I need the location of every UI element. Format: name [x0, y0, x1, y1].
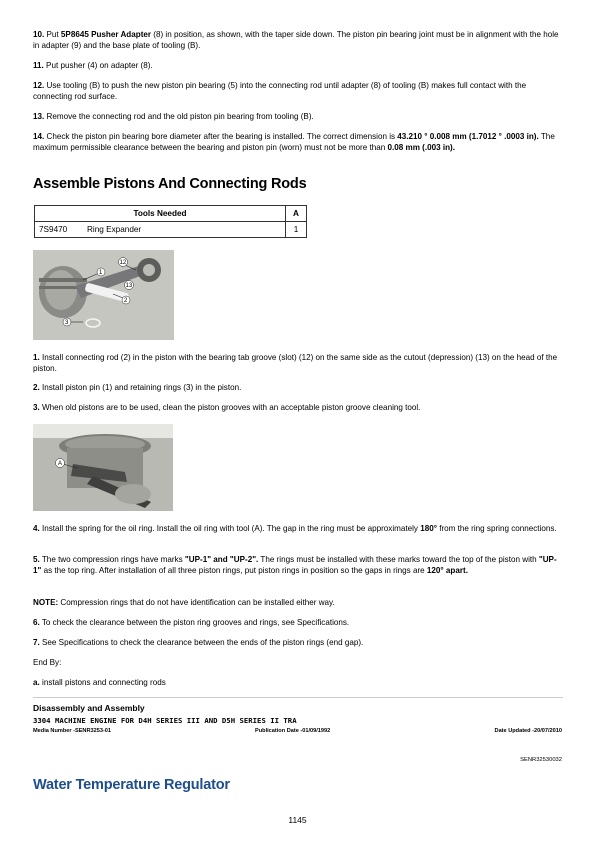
emphasis-text: 5P8645 Pusher Adapter — [60, 30, 152, 39]
step-6: 6. To check the clearance between the piston ring grooves and rings, see Specifications. — [33, 618, 350, 627]
emphasis-text: 120° apart. — [426, 566, 468, 575]
date-updated: Date Updated -20/07/2010 — [494, 728, 562, 734]
tool-name: Ring Expander — [83, 222, 286, 238]
step-7: 7. See Specifications to check the clearance between the ends of the piston rings (end gap). — [33, 638, 364, 647]
step-number: a. — [33, 678, 40, 687]
emphasis-text: 0.08 mm (.003 in). — [387, 143, 455, 152]
step-number: 10. — [33, 30, 45, 39]
step-number: 12. — [33, 81, 45, 90]
step-2: 2. Install piston pin (1) and retaining rings (3) in the piston. — [33, 383, 242, 392]
step-number: 14. — [33, 132, 45, 141]
end-by-item-a: a. install pistons and connecting rods — [33, 678, 166, 687]
step-number: 1. — [33, 353, 40, 362]
footer-divider — [33, 697, 563, 698]
footer-doc-subtitle: 3304 MACHINE ENGINE FOR D4H SERIES III AND D5H SERIES II TRA — [33, 716, 297, 725]
tool-part-number: 7S9470 — [35, 222, 84, 238]
tools-needed-table — [34, 205, 307, 238]
piston-connecting-rod-photo — [33, 250, 174, 340]
step-number: 4. — [33, 524, 40, 533]
callout-2: 2 — [124, 298, 128, 304]
callout-13: 13 — [125, 283, 133, 289]
step-1: 1. Install connecting rod (2) in the piston with the bearing tab groove (slot) (12) on the same side as the cutout (depression) (13) on the head of the piston. — [33, 353, 558, 373]
step-number: 3. — [33, 403, 40, 412]
document-id: SENR32530032 — [520, 757, 562, 763]
step-number: 7. — [33, 638, 40, 647]
callout-1: 1 — [99, 270, 103, 276]
tools-column-a: A — [286, 206, 307, 222]
step-3: 3. When old pistons are to be used, clean the piston grooves with an acceptable piston groove cleaning tool. — [33, 403, 421, 412]
step-number: 6. — [33, 618, 40, 627]
publication-date: Publication Date -01/09/1992 — [255, 728, 331, 734]
callout-12: 12 — [119, 260, 127, 266]
step-14: 14. Check the piston pin bearing bore diameter after the bearing is installed. The correct dimension is 43.210 ° 0.008 mm (1.7012 ° .0003 in). The maximum permissible clearance between the bearing and piston pin (worn) must not be more than 0.08 mm (.003 in). — [33, 132, 555, 152]
emphasis-text: 180° — [420, 524, 437, 533]
section-heading-assemble-pistons: Assemble Pistons And Connecting Rods — [33, 176, 307, 192]
media-number: Media Number -SENR3253-01 — [33, 728, 112, 734]
step-4: 4. Install the spring for the oil ring. Install the oil ring with tool (A). The gap in the ring must be approximately 180° from the ring spring connections. — [33, 524, 557, 533]
callout-a: A — [58, 461, 63, 467]
emphasis-text: "UP-1" and "UP-2". — [184, 555, 259, 564]
step-12: 12. Use tooling (B) to push the new piston pin bearing (5) into the connecting rod until adapter (8) of tooling (B) makes full contact with the connecting rod surface. — [33, 81, 527, 101]
step-11: 11. Put pusher (4) on adapter (8). — [33, 61, 153, 70]
tools-needed-label: Tools Needed — [35, 206, 286, 222]
tool-quantity: 1 — [286, 222, 307, 238]
step-number: 11. — [33, 61, 44, 70]
ring-expander-photo — [33, 424, 173, 511]
end-by-label: End By: — [33, 658, 62, 667]
step-number: 13. — [33, 112, 45, 121]
footer-doc-title: Disassembly and Assembly — [33, 703, 145, 713]
step-13: 13. Remove the connecting rod and the old piston pin bearing from tooling (B). — [33, 112, 314, 121]
emphasis-text: 43.210 ° 0.008 mm (1.7012 ° .0003 in). — [397, 132, 539, 141]
step-number: 5. — [33, 555, 40, 564]
step-number: 2. — [33, 383, 40, 392]
page-number: 1145 — [288, 815, 307, 825]
step-5: 5. The two compression rings have marks "UP-1" and "UP-2". The rings must be installed with these marks toward the top of the piston with "UP-1" as the top ring. After installation of all three piston rings, put piston rings in position so the gaps in rings are 120° apart. — [33, 555, 557, 575]
table-row — [35, 222, 307, 238]
callout-3: 3 — [65, 320, 69, 326]
emphasis-text: "UP-1" — [33, 555, 557, 575]
step-number: NOTE: — [33, 598, 59, 607]
step-10: 10. Put 5P8645 Pusher Adapter (8) in position, as shown, with the taper side down. The piston pin bearing joint must be in alignment with the hole in adapter (9) and the base plate of tooling (B). — [33, 30, 559, 50]
section-heading-water-temperature-regulator: Water Temperature Regulator — [33, 777, 230, 793]
tools-table-header — [35, 206, 307, 222]
note: NOTE: Compression rings that do not have identification can be installed either way. — [33, 598, 335, 607]
